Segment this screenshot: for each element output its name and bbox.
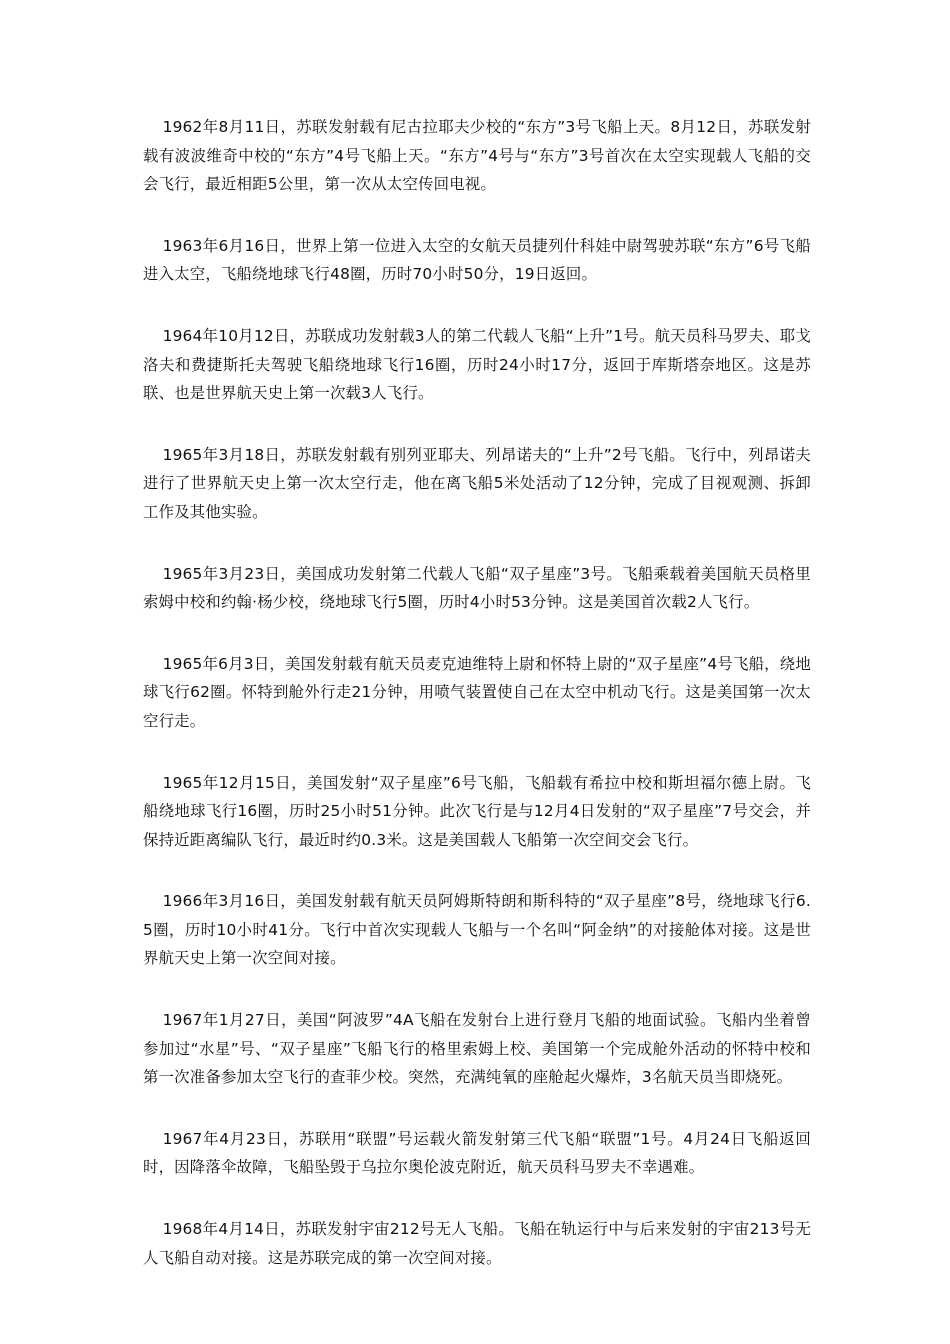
paragraph-1967-january-27: 1967年1月27日，美国“阿波罗”4A飞船在发射台上进行登月飞船的地面试验。飞船内坐着曾参加过“水星”号、“双子星座”飞船飞行的格里索姆上校、美国第一个完成舱外活动的怀特中校和第一次准备参加太空飞行的查菲少校。突然，充满纯氧的座舱起火爆炸，3名航天员当即烧死。 [143, 1011, 811, 1087]
paragraph-1968: 1968年4月14日，苏联发射宇宙212号无人飞船。飞船在轨运行中与后来发射的宇宙213号无人飞船自动对接。这是苏联完成的第一次空间对接。 [143, 1220, 811, 1267]
paragraph-1967-april-23: 1967年4月23日，苏联用“联盟”号运载火箭发射第三代飞船“联盟”1号。4月24日飞船返回时，因降落伞故障，飞船坠毁于乌拉尔奥伦波克附近，航天员科马罗夫不幸遇难。 [143, 1129, 811, 1177]
paragraph-1964: 1964年10月12日，苏联成功发射载3人的第二代载人飞船“上升”1号。航天员科马罗夫、耶戈洛夫和费捷斯托夫驾驶飞船绕地球飞行16圈，历时24小时17分，返回于库斯塔奈地区。这是苏联、也是世界航天史上第一次载3人飞行。 [143, 326, 811, 403]
paragraph-1963: 1963年6月16日，世界上第一位进入太空的女航天员捷列什科娃中尉驾驶苏联“东方”6号飞船进入太空，飞船绕地球飞行48圈，历时70小时50分，19日返回。 [143, 236, 811, 284]
document-body [143, 113, 811, 1305]
paragraph-1965-december-15: 1965年12月15日，美国发射“双子星座”6号飞船，飞船载有希拉中校和斯坦福尔德上尉。飞船绕地球飞行16圈，历时25小时51分钟。此次飞行是与12月4日发射的“双子星座”7号交会，并保持近距离编队飞行，最近时约0.3米。这是美国载人飞船第一次空间交会飞行。 [143, 773, 811, 849]
paragraph-1965-march-18: 1965年3月18日，苏联发射载有别列亚耶夫、列昂诺夫的“上升”2号飞船。飞行中，列昂诺夫进行了世界航天史上第一次太空行走，他在离飞船5米处活动了12分钟，完成了目视观测、拆卸工作及其他实验。 [143, 445, 811, 521]
paragraph-1962: 1962年8月11日，苏联发射载有尼古拉耶夫少校的“东方”3号飞船上天。8月12日，苏联发射载有波波维奇中校的“东方”4号飞船上天。“东方”4号与“东方”3号首次在太空实现载人飞船的交会飞行，最近相距5公里，第一次从太空传回电视。 [143, 118, 811, 194]
paragraph-1965-june-3: 1965年6月3日，美国发射载有航天员麦克迪维特上尉和怀特上尉的“双子星座”4号飞船，绕地球飞行62圈。怀特到舱外行走21分钟，用喷气装置使自己在太空中机动飞行。这是美国第一次太空行走。 [143, 654, 811, 730]
paragraph-1965-march-23: 1965年3月23日，美国成功发射第二代载人飞船“双子星座”3号。飞船乘载着美国航天员格里索姆中校和约翰·杨少校，绕地球飞行5圈，历时4小时53分钟。这是美国首次载2人飞行。 [143, 564, 811, 612]
paragraph-1966: 1966年3月16日，美国发射载有航天员阿姆斯特朗和斯科特的“双子星座”8号，绕地球飞行6.5圈，历时10小时41分。飞行中首次实现载人飞船与一个名叫“阿金纳”的对接舱体对接。这是世界航天史上第一次空间对接。 [143, 892, 811, 968]
